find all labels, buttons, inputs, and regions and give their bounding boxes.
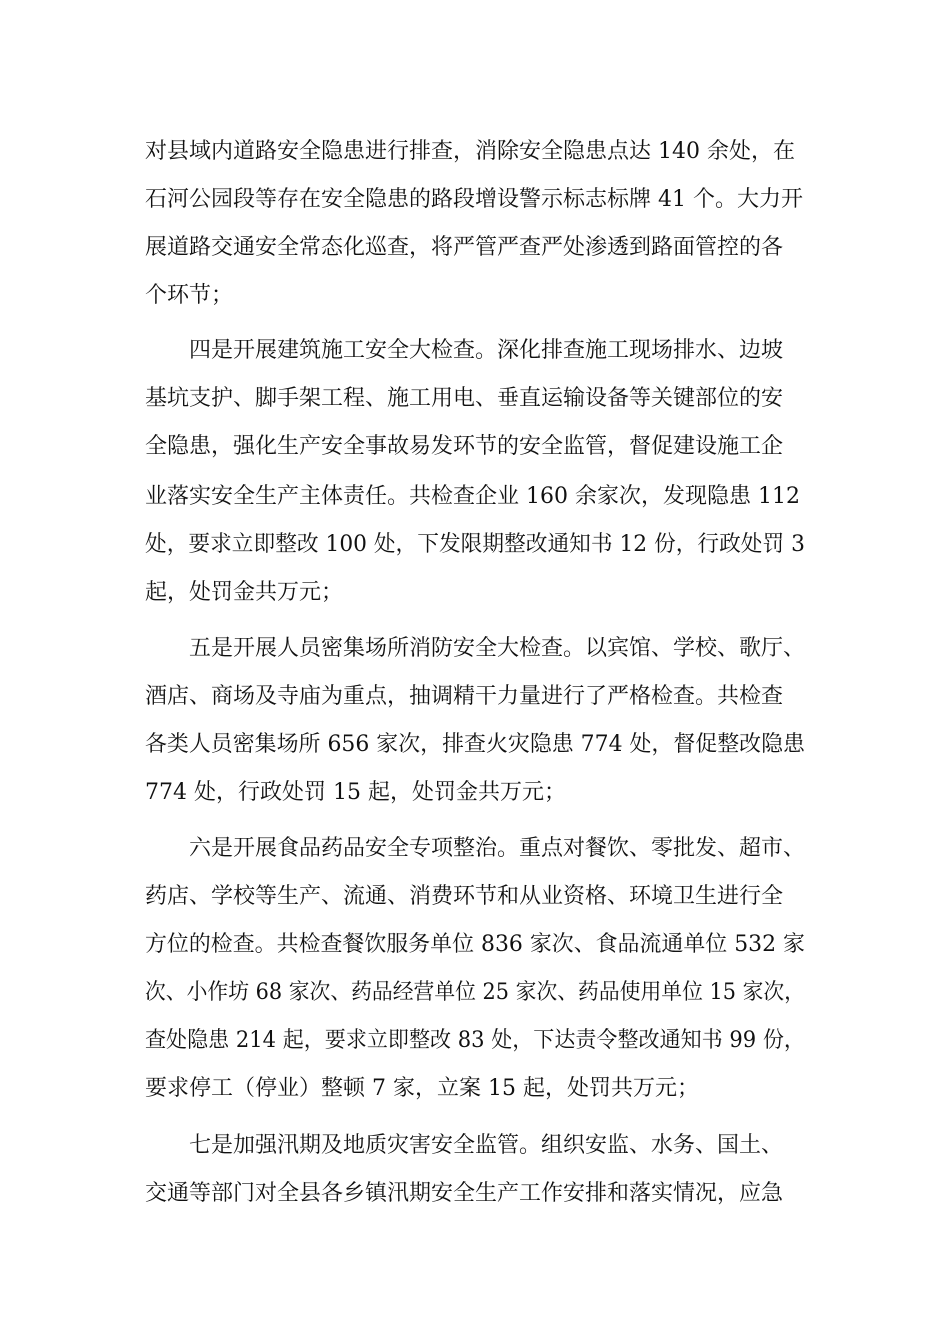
text-line: 次、小作坊 68 家次、药品经营单位 25 家次、药品使用单位 15 家次， [145,980,805,1005]
text-line: 酒店、商场及寺庙为重点，抽调精干力量进行了严格检查。共检查 [145,684,784,709]
text-line: 交通等部门对全县各乡镇汛期安全生产工作安排和落实情况，应急 [145,1181,784,1206]
text-line: 药店、学校等生产、流通、消费环节和从业资格、环境卫生进行全 [145,884,784,909]
text-line: 基坑支护、脚手架工程、施工用电、垂直运输设备等关键部位的安 [145,386,784,411]
paragraph-first-line: 四是开展建筑施工安全大检查。深化排查施工现场排水、边坡 [189,338,784,363]
text-line: 方位的检查。共检查餐饮服务单位 836 家次、食品流通单位 532 家 [145,932,805,957]
text-line: 查处隐患 214 起，要求立即整改 83 处，下达责令整改通知书 99 份， [145,1028,805,1053]
paragraph-first-line: 五是开展人员密集场所消防安全大检查。以宾馆、学校、歌厅、 [189,636,806,661]
text-line: 各类人员密集场所 656 家次，排查火灾隐患 774 处，督促整改隐患 [145,732,805,757]
text-line: 对县域内道路安全隐患进行排查，消除安全隐患点达 140 余处，在 [145,139,795,164]
text-line: 业落实安全生产主体责任。共检查企业 160 余家次，发现隐患 112 [145,484,800,509]
text-line: 个环节； [145,283,234,308]
text-line: 要求停工（停业）整顿 7 家，立案 15 起，处罚共万元； [145,1076,699,1101]
text-line: 起，处罚金共万元； [145,580,344,605]
text-line: 全隐患，强化生产安全事故易发环节的安全监管，督促建设施工企 [145,434,784,459]
text-line: 展道路交通安全常态化巡查，将严管严查严处渗透到路面管控的各 [145,235,784,260]
text-line: 774 处，行政处罚 15 起，处罚金共万元； [145,780,566,805]
text-line: 处，要求立即整改 100 处，下发限期整改通知书 12 份，行政处罚 3 [145,532,805,557]
text-line: 石河公园段等存在安全隐患的路段增设警示标志标牌 41 个。大力开 [145,187,803,212]
paragraph-first-line: 七是加强汛期及地质灾害安全监管。组织安监、水务、国土、 [189,1133,784,1158]
paragraph-first-line: 六是开展食品药品安全专项整治。重点对餐饮、零批发、超市、 [189,836,806,861]
